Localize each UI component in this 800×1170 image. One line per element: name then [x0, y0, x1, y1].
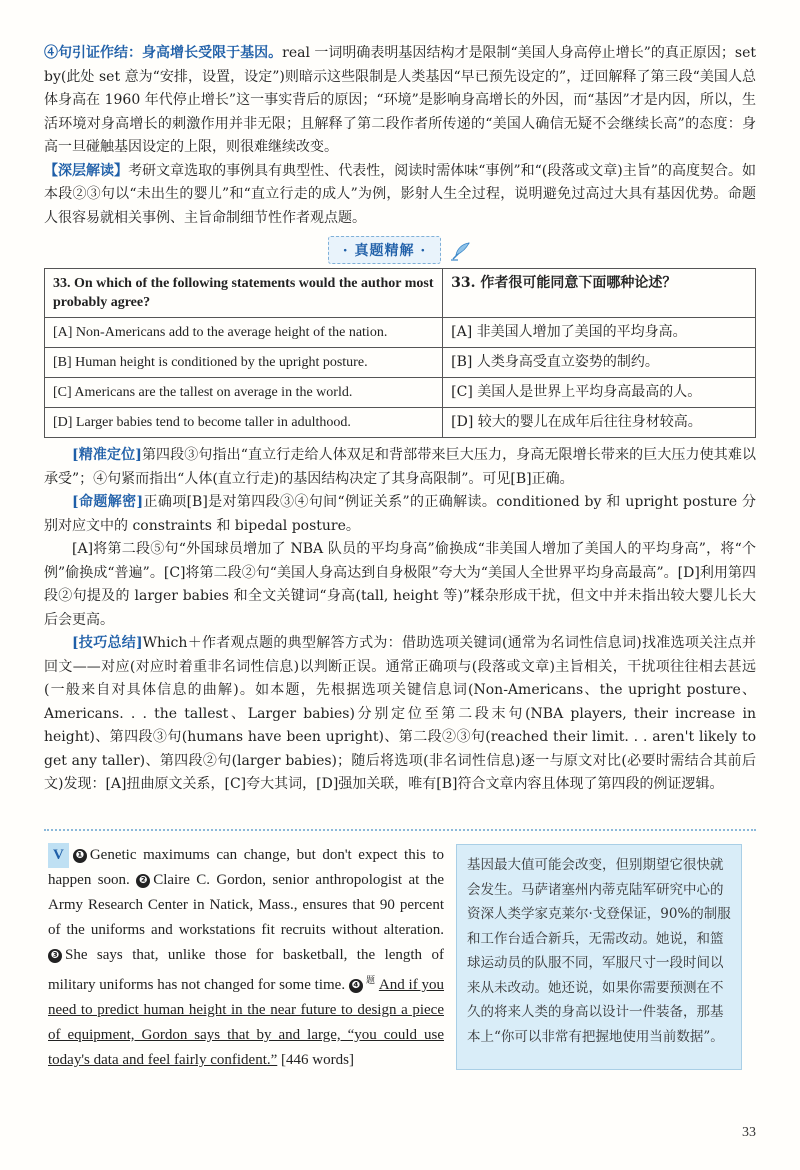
- option-en: [C] Americans are the tallest on average in the world.: [45, 378, 443, 408]
- sentence-1: Genetic maximums can change, but don't expect this to happen soon.: [48, 847, 444, 888]
- analysis-decode: [44, 491, 756, 538]
- word-count: [446 words]: [281, 1052, 354, 1068]
- option-row-d: [45, 408, 756, 438]
- paragraph-text: real 一词明确表明基因结构才是限制“美国人身高停止增长”的真正原因；set by(此处 set 意为“安排，设置，设定”)则暗示这些限制是人类基因“早已预先设定的”，迂回解释了第三段“美国人总体身高在 1960 年代停止增长”这一事实背后的原因；“环境”是影响身高增长的外因，而“基因”才是内因，所以，生活环境对身高增长的刺激作用并非无限；且解释了第二段作者所传递的“美国人确信无疑不会继续长高”的态度：身高一旦碰触基因设定的上限，则很难继续改变。: [44, 45, 756, 155]
- option-zh: [A] 非美国人增加了美国的平均身高。: [443, 318, 756, 348]
- option-en: [A] Non-Americans add to the average height of the nation.: [45, 318, 443, 348]
- section-title: · 真题精解 ·: [328, 236, 442, 264]
- paragraph-gene-limit: [44, 42, 756, 160]
- option-en: [D] Larger babies tend to become taller in adulthood.: [45, 408, 443, 438]
- locate-text: 第四段③句指出“直立行走给人体双足和背部带来巨大压力，身高无限增长带来的巨大压力使其难以承受”；④句紧而指出“人体(直立行走)的基因结构决定了其身高限制”。可见[B]正确。: [44, 447, 757, 487]
- divider: [44, 829, 756, 831]
- option-row-a: [45, 318, 756, 348]
- tips-label: [技巧总结]: [72, 635, 143, 651]
- sentence-4: And if you need to predict human height in the near future to design a piece of equipment, Gordon says that by and large, “you could use today's data and feel fairly confident.”: [48, 977, 445, 1068]
- key-sentence-mark: 题: [365, 975, 376, 985]
- deep-analysis-text: 考研文章选取的事例具有典型性、代表性，阅读时需体味“事例”和“(段落或文章)主旨”的高度契合。如本段②③句以“未出生的婴儿”和“直立行走的成人”为例，影射人生全过程，说明避免过高过大具有基因优势。命题人很容易就相关事例、主旨命制细节性作者观点题。: [44, 162, 756, 226]
- sentence-3: She says that, unlike those for basketball, the length of military uniforms has not changed for some time.: [48, 947, 444, 993]
- section-header: [44, 236, 756, 264]
- paragraph-label: ④句引证作结：身高增长受限于基因。: [44, 45, 283, 61]
- option-zh: [C] 美国人是世界上平均身高最高的人。: [443, 378, 756, 408]
- sentence-marker: ❷: [136, 874, 150, 888]
- page-content: [44, 42, 756, 797]
- decode-text: 正确项[B]是对第四段③④句间“例证关系”的正确解读。conditioned by 和 upright posture 分别对应文中的 constraints 和 bipedal posture。: [44, 494, 756, 534]
- sentence-marker: ❶: [73, 849, 87, 863]
- decode-label: [命题解密]: [72, 494, 144, 510]
- question-table: [44, 268, 756, 438]
- sentence-2: Claire C. Gordon, senior anthropologist at the Army Research Center in Natick, Mass., ensures that 90 percent of the uniforms and workstations fit recruits without alteration.: [48, 872, 445, 938]
- paragraph-number: V: [48, 843, 69, 868]
- option-row-b: [45, 348, 756, 378]
- sentence-marker: ❹: [349, 979, 363, 993]
- option-zh: [D] 较大的婴儿在成年后往往身材较高。: [443, 408, 756, 438]
- analysis-tips: [44, 632, 756, 797]
- deep-analysis-label: 【深层解读】: [44, 162, 129, 179]
- paragraph-deep-analysis: [44, 160, 756, 231]
- option-zh: [B] 人类身高受直立姿势的制约。: [443, 348, 756, 378]
- analysis-section: [44, 444, 756, 797]
- locate-label: [精准定位]: [72, 447, 142, 463]
- analysis-distractors: [A]将第二段⑤句“外国球员增加了 NBA 队员的平均身高”偷换成“非美国人增加了美国人的平均身高”，将“个例”偷换成“普遍”。[C]将第二段②句“美国人身高达到自身极限”夸大为“美国人全世界平均身高最高”。[D]利用第四段②句提及的 larger babies 和全文关键词“身高(tall, height 等)”糅杂形成干扰，但文中并未指出较大婴儿长大后会更高。: [44, 541, 756, 628]
- translation-box: 基因最大值可能会改变，但别期望它很快就会发生。马萨诸塞州内蒂克陆军研究中心的资深人类学家克莱尔·戈登保证，90%的制服和工作台适合新兵，无需改动。她说，和篮球运动员的队服不同，军服尺寸一段时间以来从未改动。她还说，如果你需要预测在不久的将来人类的身高以设计一件装备，那基本上“你可以非常有把握地使用当前数据”。: [456, 844, 742, 1070]
- feather-pen-icon: [450, 241, 472, 261]
- question-row: [45, 269, 756, 318]
- question-en: 33. On which of the following statements would the author most probably agree?: [45, 269, 443, 318]
- option-en: [B] Human height is conditioned by the upright posture.: [45, 348, 443, 378]
- passage-paragraph: [48, 843, 444, 1073]
- page-number: 33: [742, 1125, 756, 1140]
- question-zh: 33. 作者很可能同意下面哪种论述？: [443, 269, 756, 318]
- sentence-marker: ❸: [48, 949, 62, 963]
- analysis-locate: [44, 444, 756, 491]
- tips-text: Which＋作者观点题的典型解答方式为：借助选项关键词(通常为名词性信息词)找准选项关注点并回文——对应(对应时着重非名词性信息)以判断正误。通常正确项与(段落或文章)主旨相关，干扰项往往相去甚远(一般来自对具体信息的曲解)。如本题，先根据选项关键信息词(Non-Americans、the upright posture、Americans. . . the tallest、Larger babies)分别定位至第二段末句(NBA players, their increase in height)、第四段③句(humans have been upright)、第二段②③句(reached their limit. . . aren't likely to get any taller)、第四段②句(larger babies)；随后将选项(非名词性信息)逐一与原文对比(必要时需结合其前后文)发现：[A]扭曲原文关系，[C]夸大其词，[D]强加关联，唯有[B]符合文章内容且体现了第四段的例证逻辑。: [44, 635, 756, 792]
- option-row-c: [45, 378, 756, 408]
